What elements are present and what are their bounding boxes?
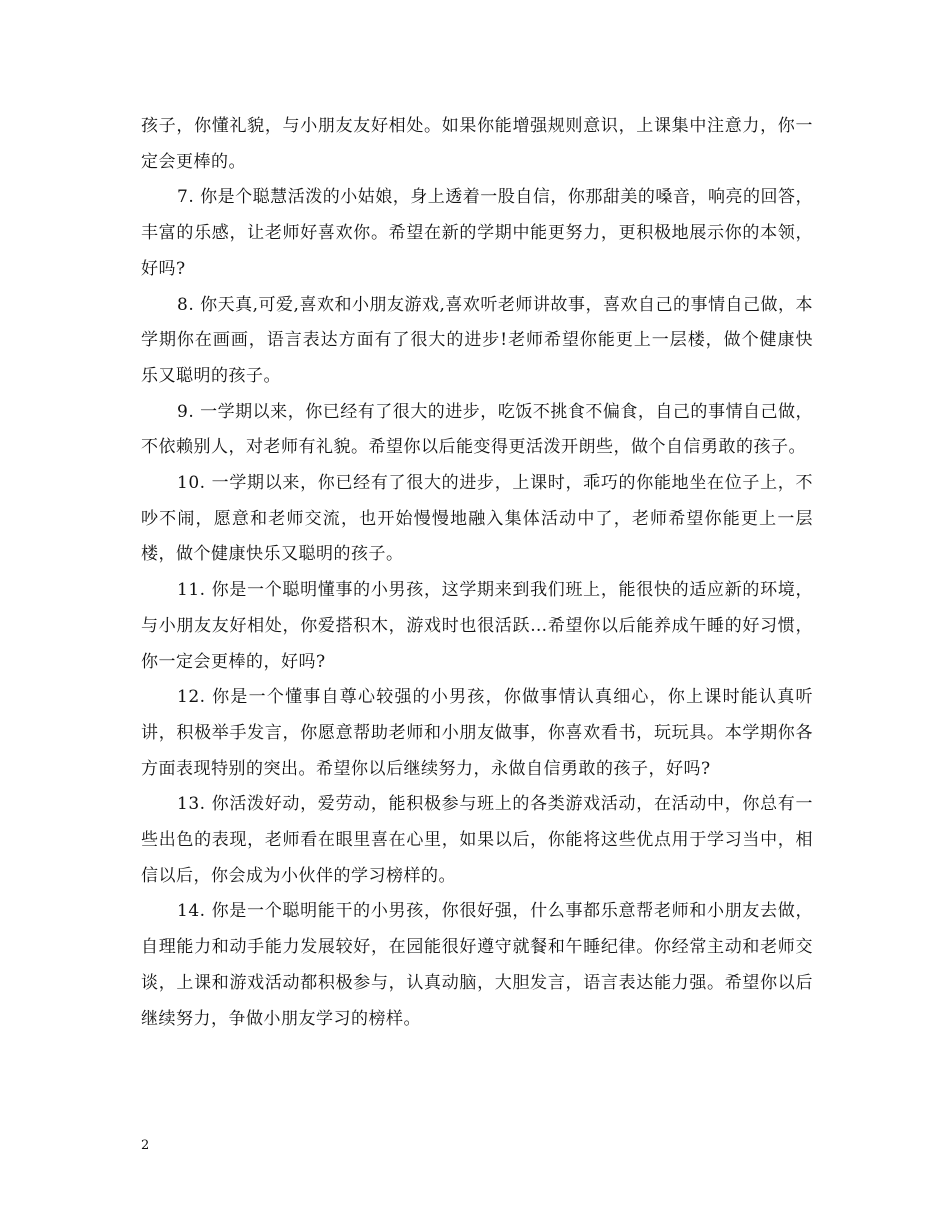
paragraph-item-13: 13. 你活泼好动，爱劳动，能积极参与班上的各类游戏活动，在活动中，你总有一些出色的表现，老师看在眼里喜在心里，如果以后，你能将这些优点用于学习当中，相信以后，你会成为小伙伴的学习榜样的。 (141, 794, 813, 886)
paragraph-item-8: 8. 你天真,可爱,喜欢和小朋友游戏,喜欢听老师讲故事，喜欢自己的事情自己做，本学期你在画画，语言表达方面有了很大的进步!老师希望你能更上一层楼，做个健康快乐又聪明的孩子。 (141, 294, 813, 386)
paragraph-item-12: 12. 你是一个懂事自尊心较强的小男孩，你做事情认真细心，你上课时能认真听讲，积极举手发言，你愿意帮助老师和小朋友做事，你喜欢看书，玩玩具。本学期你各方面表现特别的突出。希望你以后继续努力，永做自信勇敢的孩子，好吗? (141, 687, 813, 779)
paragraph-item-11: 11. 你是一个聪明懂事的小男孩，这学期来到我们班上，能很快的适应新的环境，与小朋友友好相处，你爱搭积木，游戏时也很活跃…希望你以后能养成午睡的好习惯，你一定会更棒的，好吗? (141, 580, 813, 672)
paragraph-continued: 孩子，你懂礼貌，与小朋友友好相处。如果你能增强规则意识，上课集中注意力，你一定会更棒的。 (141, 116, 813, 172)
paragraph-item-10: 10. 一学期以来，你已经有了很大的进步，上课时，乖巧的你能地坐在位子上，不吵不闹，愿意和老师交流，也开始慢慢地融入集体活动中了，老师希望你能更上一层楼，做个健康快乐又聪明的孩子。 (141, 473, 813, 565)
paragraph-item-7: 7. 你是个聪慧活泼的小姑娘，身上透着一股自信，你那甜美的嗓音，响亮的回答，丰富的乐感，让老师好喜欢你。希望在新的学期中能更努力，更积极地展示你的本领，好吗? (141, 187, 813, 279)
document-body (141, 109, 813, 1037)
paragraph-item-9: 9. 一学期以来，你已经有了很大的进步，吃饭不挑食不偏食，自己的事情自己做，不依赖别人，对老师有礼貌。希望你以后能变得更活泼开朗些，做个自信勇敢的孩子。 (141, 401, 813, 458)
page-number: 2 (141, 1138, 150, 1153)
paragraph-item-14: 14. 你是一个聪明能干的小男孩，你很好强，什么事都乐意帮老师和小朋友去做，自理能力和动手能力发展较好，在园能很好遵守就餐和午睡纪律。你经常主动和老师交谈，上课和游戏活动都积极参与，认真动脑，大胆发言，语言表达能力强。希望你以后继续努力，争做小朋友学习的榜样。 (141, 901, 813, 1029)
